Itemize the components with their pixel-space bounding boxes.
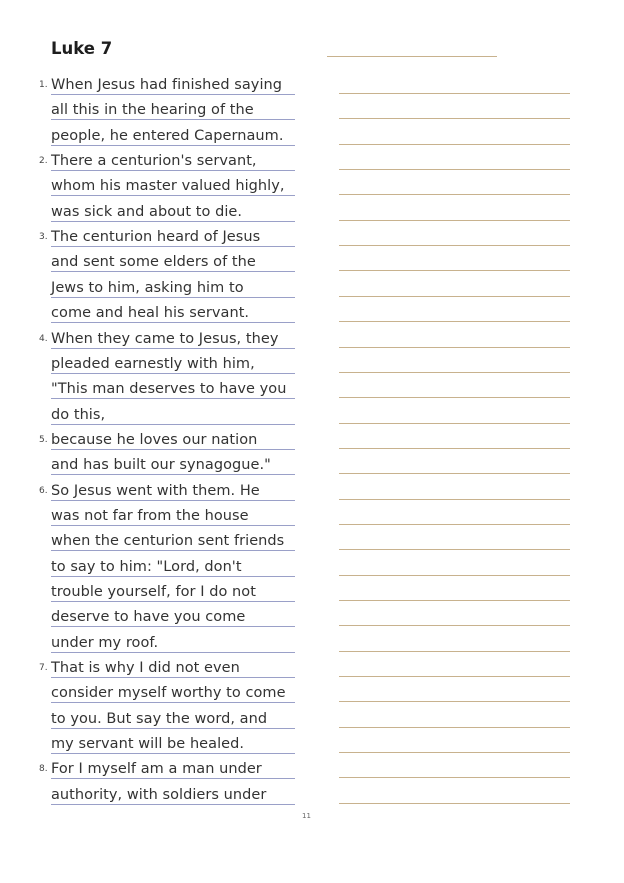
verse-line-text: to you. But say the word, and — [51, 710, 268, 727]
verse-number: 5. — [39, 434, 48, 445]
verse-number: 3. — [39, 232, 48, 243]
verse-line — [51, 246, 295, 272]
verse-line-text: That is why I did not even — [51, 660, 240, 677]
writing-line — [339, 321, 570, 322]
writing-line — [339, 777, 570, 778]
verse-line — [51, 652, 295, 678]
verse-line-text: when the centurion sent friends — [51, 533, 285, 550]
verse-line — [51, 424, 295, 450]
verse-line — [51, 500, 295, 526]
writing-line — [339, 347, 570, 348]
verse-line-text: deserve to have you come — [51, 609, 246, 626]
verse-line — [51, 69, 295, 95]
verse-line-text: authority, with soldiers under — [51, 786, 267, 803]
verse-number: 8. — [39, 764, 48, 775]
scripture-text-column — [0, 0, 300, 883]
verse-line — [51, 221, 295, 247]
verse-line-text: and has built our synagogue." — [51, 457, 271, 474]
writing-line — [339, 499, 570, 500]
verse-line-text: For I myself am a man under — [51, 761, 262, 778]
verse-line-text: consider myself worthy to come — [51, 685, 286, 702]
verse-line — [51, 145, 295, 171]
verse-line — [51, 627, 295, 653]
writing-line — [339, 651, 570, 652]
verse-line — [51, 576, 295, 602]
verse-line-text: When they came to Jesus, they — [51, 330, 279, 347]
writing-line — [339, 93, 570, 94]
verse-line-text: "This man deserves to have you — [51, 381, 287, 398]
page-title: Luke 7 — [51, 39, 113, 58]
writing-line — [339, 803, 570, 804]
verse-line-text: whom his master valued highly, — [51, 178, 285, 195]
writing-line — [339, 372, 570, 373]
verse-line-text: trouble yourself, for I do not — [51, 584, 256, 600]
writing-line — [339, 423, 570, 424]
writing-line — [339, 625, 570, 626]
verse-line — [51, 703, 295, 729]
writing-line — [339, 448, 570, 449]
writing-line — [339, 397, 570, 398]
verse-line-text: because he loves our nation — [51, 431, 258, 448]
writing-line — [339, 575, 570, 576]
verse-line-text: my servant will be healed. — [51, 736, 245, 753]
verse-line — [51, 297, 295, 323]
writing-line — [339, 194, 570, 195]
verse-number: 2. — [39, 156, 48, 167]
verse-line-text: pleaded earnestly with him, — [51, 355, 255, 372]
verse-line-text: When Jesus had finished saying — [51, 77, 283, 93]
verse-line — [51, 601, 295, 627]
writing-line — [339, 245, 570, 246]
verse-number: 1. — [39, 80, 48, 90]
writing-line — [339, 296, 570, 297]
verse-line-text: to say to him: "Lord, don't — [51, 558, 242, 575]
writing-line — [339, 676, 570, 677]
writing-line — [339, 118, 570, 119]
verse-line — [51, 449, 295, 475]
verse-line — [51, 525, 295, 551]
writing-line — [339, 169, 570, 170]
verse-line — [51, 120, 295, 146]
verse-line-text: Jews to him, asking him to — [51, 279, 244, 296]
writing-line — [339, 270, 570, 271]
verse-line — [51, 348, 295, 374]
writing-line — [339, 524, 570, 525]
verse-line — [51, 196, 295, 222]
verse-line — [51, 779, 295, 805]
title-writing-line — [327, 56, 497, 57]
writing-line — [339, 549, 570, 550]
verse-line-text: was not far from the house — [51, 507, 249, 524]
verse-line — [51, 677, 295, 703]
verse-line — [51, 753, 295, 779]
verse-line — [51, 272, 295, 298]
page-number: 11 — [302, 812, 311, 820]
verse-line-text: people, he entered Capernaum. — [51, 127, 284, 144]
verse-line-text: was sick and about to die. — [51, 203, 243, 220]
verse-line-text: do this, — [51, 406, 106, 423]
verse-line-text: come and heal his servant. — [51, 305, 250, 322]
verse-line-text: There a centurion's servant, — [51, 153, 257, 170]
writing-line — [339, 473, 570, 474]
verse-line — [51, 551, 295, 577]
writing-line — [339, 220, 570, 221]
verse-number: 7. — [39, 663, 48, 674]
verse-line — [51, 170, 295, 196]
verse-line — [51, 373, 295, 399]
verse-line — [51, 323, 295, 349]
verse-number: 4. — [39, 333, 48, 344]
verse-line — [51, 728, 295, 754]
verse-line-text: under my roof. — [51, 634, 159, 651]
verse-line-text: and sent some elders of the — [51, 254, 256, 271]
writing-line — [339, 701, 570, 702]
verse-number: 6. — [39, 485, 48, 496]
verse-line-text: all this in the hearing of the — [51, 102, 254, 119]
verse-line — [51, 475, 295, 501]
verse-line — [51, 399, 295, 425]
verse-line — [51, 94, 295, 120]
writing-line — [339, 727, 570, 728]
verse-line-text: The centurion heard of Jesus — [51, 229, 261, 246]
verse-line-text: So Jesus went with them. He — [51, 482, 260, 499]
writing-line — [339, 600, 570, 601]
writing-line — [339, 752, 570, 753]
writing-line — [339, 144, 570, 145]
